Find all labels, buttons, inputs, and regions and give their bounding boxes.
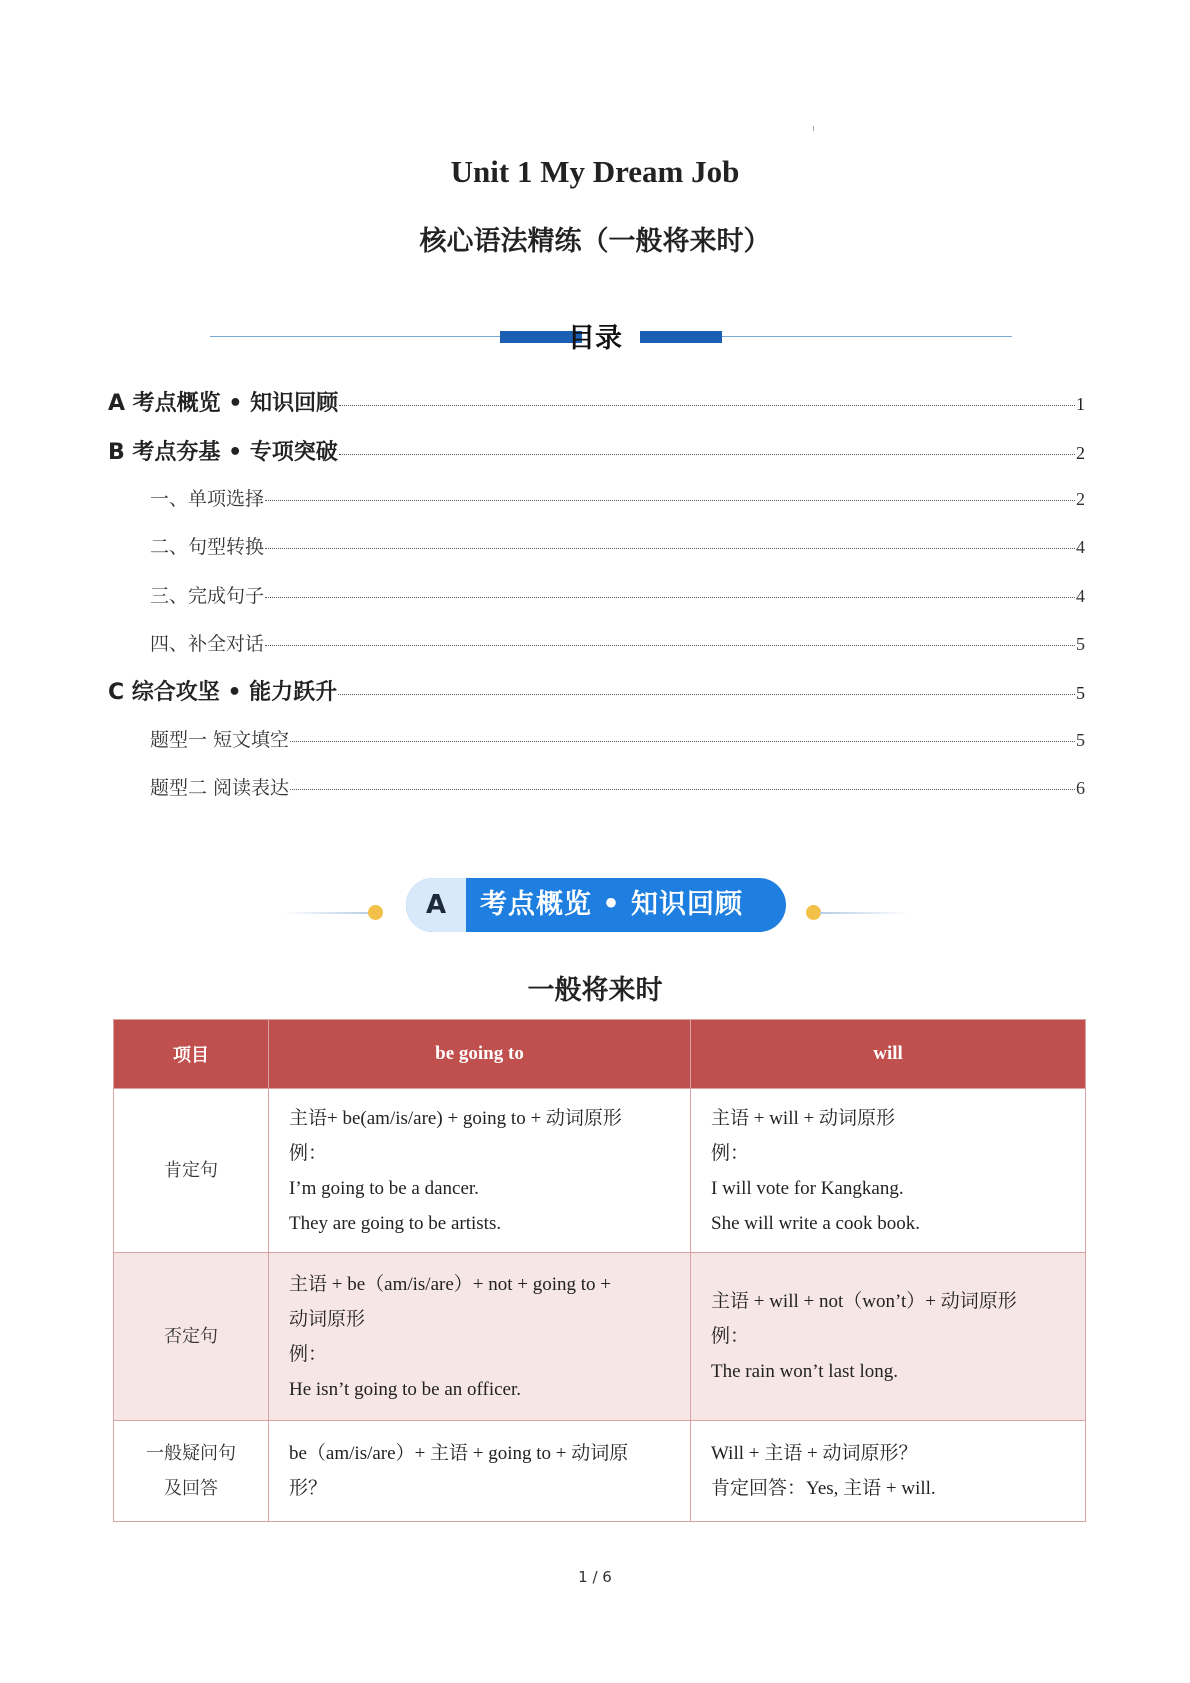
toc-entry-page: 5 [1076, 683, 1085, 703]
table-header-row [114, 1020, 1086, 1089]
toc-heading: 目录 [568, 323, 622, 354]
page-number: 1 / 6 [578, 1568, 612, 1586]
banner-text: 考点概览 • 知识回顾 [480, 889, 744, 920]
toc-bar-right [640, 331, 722, 343]
table-row-question [114, 1421, 1086, 1522]
banner-dot-right [806, 905, 821, 920]
toc-entry-c[interactable] [108, 675, 1085, 706]
section-title: 一般将来时 [527, 975, 663, 1006]
toc-leader-dots [339, 454, 1075, 455]
toc-entry-b4[interactable] [150, 629, 1085, 656]
toc-entry-page: 2 [1076, 489, 1085, 509]
toc-entry-label: 题型二 阅读表达 [150, 777, 290, 799]
will-cell [691, 1089, 1086, 1253]
toc-rule-left [210, 336, 500, 337]
cell-line: 例： [289, 1343, 328, 1365]
will-cell [691, 1253, 1086, 1421]
will-cell [691, 1421, 1086, 1522]
toc-entry-page: 5 [1076, 634, 1085, 654]
cell-line: 形？ [289, 1478, 328, 1499]
row-label: 肯定句 [114, 1089, 269, 1253]
cell-line: 例： [711, 1326, 750, 1347]
toc-entry-label: 一、单项选择 [150, 488, 265, 510]
toc-entry-label: B 考点夯基 • 专项突破 [108, 440, 338, 465]
document-title: Unit 1 My Dream Job [450, 154, 740, 189]
table-row-affirmative [114, 1089, 1086, 1253]
toc-entry-page: 6 [1076, 778, 1085, 798]
header-cell-item: 项目 [114, 1020, 269, 1089]
cell-line: She will write a cook book. [711, 1212, 920, 1234]
toc-entry-c1[interactable] [150, 725, 1085, 752]
document-subtitle: 核心语法精练（一般将来时） [419, 226, 771, 257]
cell-line: 例： [289, 1142, 328, 1164]
toc-entry-label: 三、完成句子 [150, 585, 265, 607]
toc-leader-dots [265, 500, 1075, 501]
banner-letter: A [406, 878, 466, 932]
toc-rule-right [722, 336, 1012, 337]
toc-leader-dots [339, 405, 1075, 406]
cell-line: 动词原形 [289, 1308, 366, 1330]
cell-line: I’m going to be a dancer. [289, 1177, 479, 1199]
going-to-cell [269, 1253, 691, 1421]
row-label: 否定句 [114, 1253, 269, 1421]
section-banner [406, 878, 786, 932]
cell-line: Will + 主语 + 动词原形？ [711, 1443, 918, 1464]
cell-line: 肯定回答：Yes, 主语 + will. [711, 1478, 936, 1499]
header-cell-will: will [691, 1020, 1086, 1089]
toc-leader-dots [290, 741, 1075, 742]
toc-entry-label: 题型一 短文填空 [150, 729, 290, 751]
toc-entry-label: C 综合攻坚 • 能力跃升 [108, 680, 338, 705]
going-to-cell [269, 1421, 691, 1522]
grammar-table [113, 1019, 1086, 1522]
toc-leader-dots [265, 645, 1075, 646]
cell-line: 主语 + will + not（won’t）+ 动词原形 [711, 1291, 1017, 1312]
banner-dot-left [368, 905, 383, 920]
cell-line: 主语+ be(am/is/are) + going to + 动词原形 [289, 1107, 622, 1129]
toc-entry-b[interactable] [108, 435, 1085, 466]
toc-entry-page: 2 [1076, 443, 1085, 463]
toc-entry-page: 4 [1076, 586, 1085, 606]
toc-entry-page: 5 [1076, 730, 1085, 750]
toc-entry-page: 1 [1076, 394, 1085, 414]
toc-entry-b2[interactable] [150, 532, 1085, 559]
cell-line: 例： [711, 1142, 750, 1164]
toc-leader-dots [290, 789, 1075, 790]
banner-rule-left [282, 912, 372, 914]
toc-leader-dots [338, 694, 1075, 695]
toc-leader-dots [265, 597, 1075, 598]
cell-line: I will vote for Kangkang. [711, 1177, 904, 1199]
row-label: 一般疑问句 及回答 [114, 1421, 269, 1522]
cell-line: He isn’t going to be an officer. [289, 1378, 521, 1400]
toc-entry-page: 4 [1076, 537, 1085, 557]
cell-line: 主语 + will + 动词原形 [711, 1107, 895, 1129]
toc-entry-c2[interactable] [150, 773, 1085, 800]
cell-line: The rain won’t last long. [711, 1361, 898, 1382]
banner-rule-right [820, 912, 910, 914]
toc-entry-a[interactable] [108, 386, 1085, 417]
header-cell-going-to: be going to [269, 1020, 691, 1089]
toc-entry-label: 二、句型转换 [150, 536, 265, 558]
going-to-cell [269, 1089, 691, 1253]
toc-entry-b3[interactable] [150, 581, 1085, 608]
cell-line: They are going to be artists. [289, 1212, 502, 1234]
toc-leader-dots [265, 548, 1075, 549]
cell-line: 主语 + be（am/is/are）+ not + going to + [289, 1273, 612, 1295]
cell-line: be（am/is/are）+ 主语 + going to + 动词原 [289, 1443, 629, 1464]
decorative-tick-mark [813, 126, 814, 131]
toc-entry-label: 四、补全对话 [150, 633, 265, 655]
toc-entry-label: A 考点概览 • 知识回顾 [108, 391, 339, 416]
toc-entry-b1[interactable] [150, 484, 1085, 511]
table-row-negative [114, 1253, 1086, 1421]
